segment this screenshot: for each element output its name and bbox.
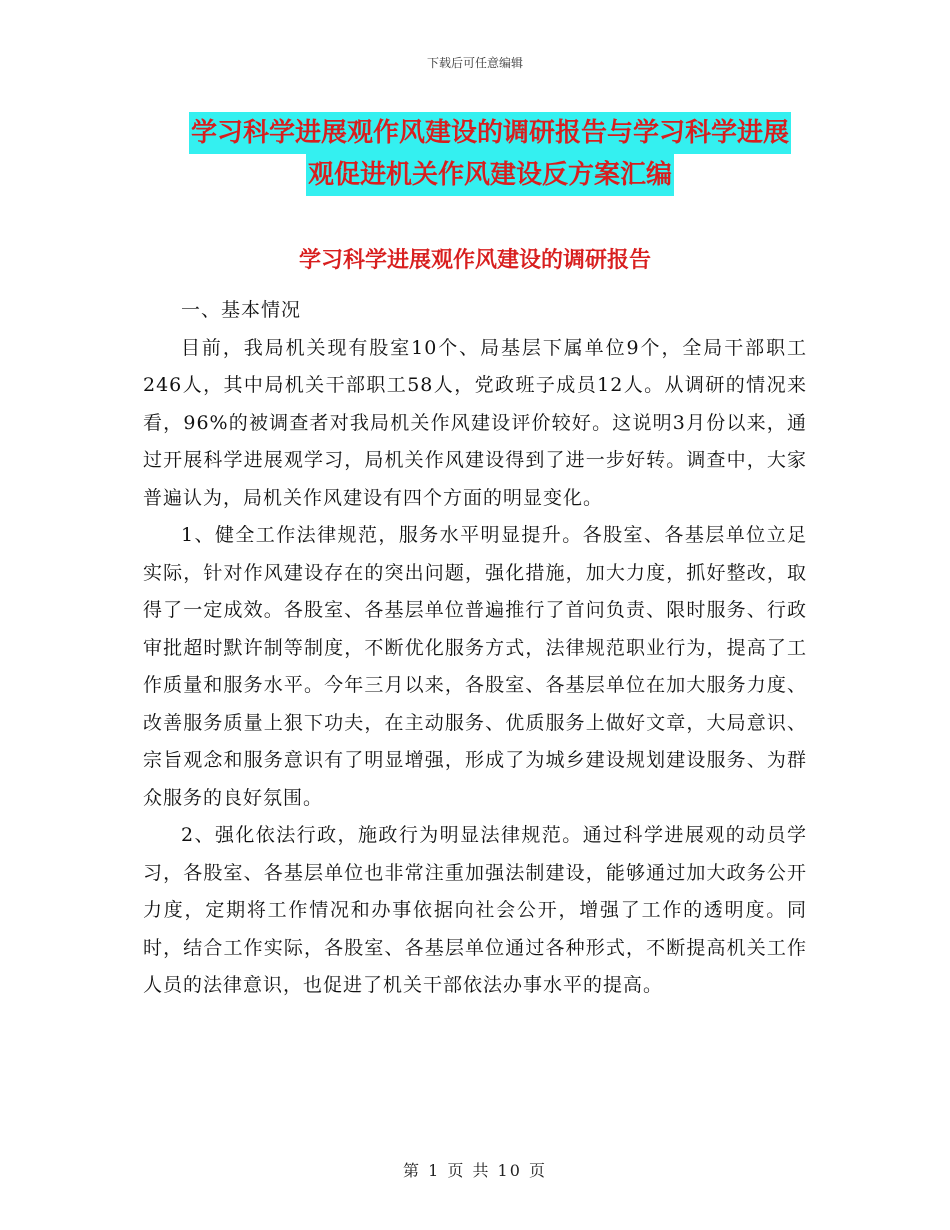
document-body	[143, 292, 807, 1005]
paragraph: 2、强化依法行政，施政行为明显法律规范。通过科学进展观的动员学习，各股室、各基层单位也非常注重加强法制建设，能够通过加大政务公开力度，定期将工作情况和办事依据向社会公开，增强了工作的透明度。同时，结合工作实际，各股室、各基层单位通过各种形式，不断提高机关工作人员的法律意识，也促进了机关干部依法办事水平的提高。	[143, 824, 807, 996]
title-line-2: 观促进机关作风建设反方案汇编	[306, 154, 674, 196]
paragraph: 1、健全工作法律规范，服务水平明显提升。各股室、各基层单位立足实际，针对作风建设存在的突出问题，强化措施，加大力度，抓好整改，取得了一定成效。各股室、各基层单位普遍推行了首问负责、限时服务、行政审批超时默许制等制度，不断优化服务方式，法律规范职业行为，提高了工作质量和服务水平。今年三月以来，各股室、各基层单位在加大服务力度、改善服务质量上狠下功夫，在主动服务、优质服务上做好文章，大局意识、宗旨观念和服务意识有了明显增强，形成了为城乡建设规划建设服务、为群众服务的良好氛围。	[143, 524, 807, 809]
heading-basic-situation: 一、基本情况	[181, 299, 302, 321]
paragraph: 目前，我局机关现有股室10个、局基层下属单位9个，全局干部职工246人，其中局机关干部职工58人，党政班子成员12人。从调研的情况来看，96%的被调查者对我局机关作风建设评价较好。这说明3月份以来，通过开展科学进展观学习，局机关作风建设得到了进一步好转。调查中，大家普遍认为，局机关作风建设有四个方面的明显变化。	[143, 336, 807, 509]
page-header: 下载后可任意编辑	[426, 56, 523, 70]
document-title	[150, 112, 830, 196]
page-footer: 第 1 页 共 10 页	[403, 1161, 547, 1180]
section-title: 学习科学进展观作风建设的调研报告	[298, 248, 651, 273]
title-line-1: 学习科学进展观作风建设的调研报告与学习科学进展	[189, 112, 791, 154]
